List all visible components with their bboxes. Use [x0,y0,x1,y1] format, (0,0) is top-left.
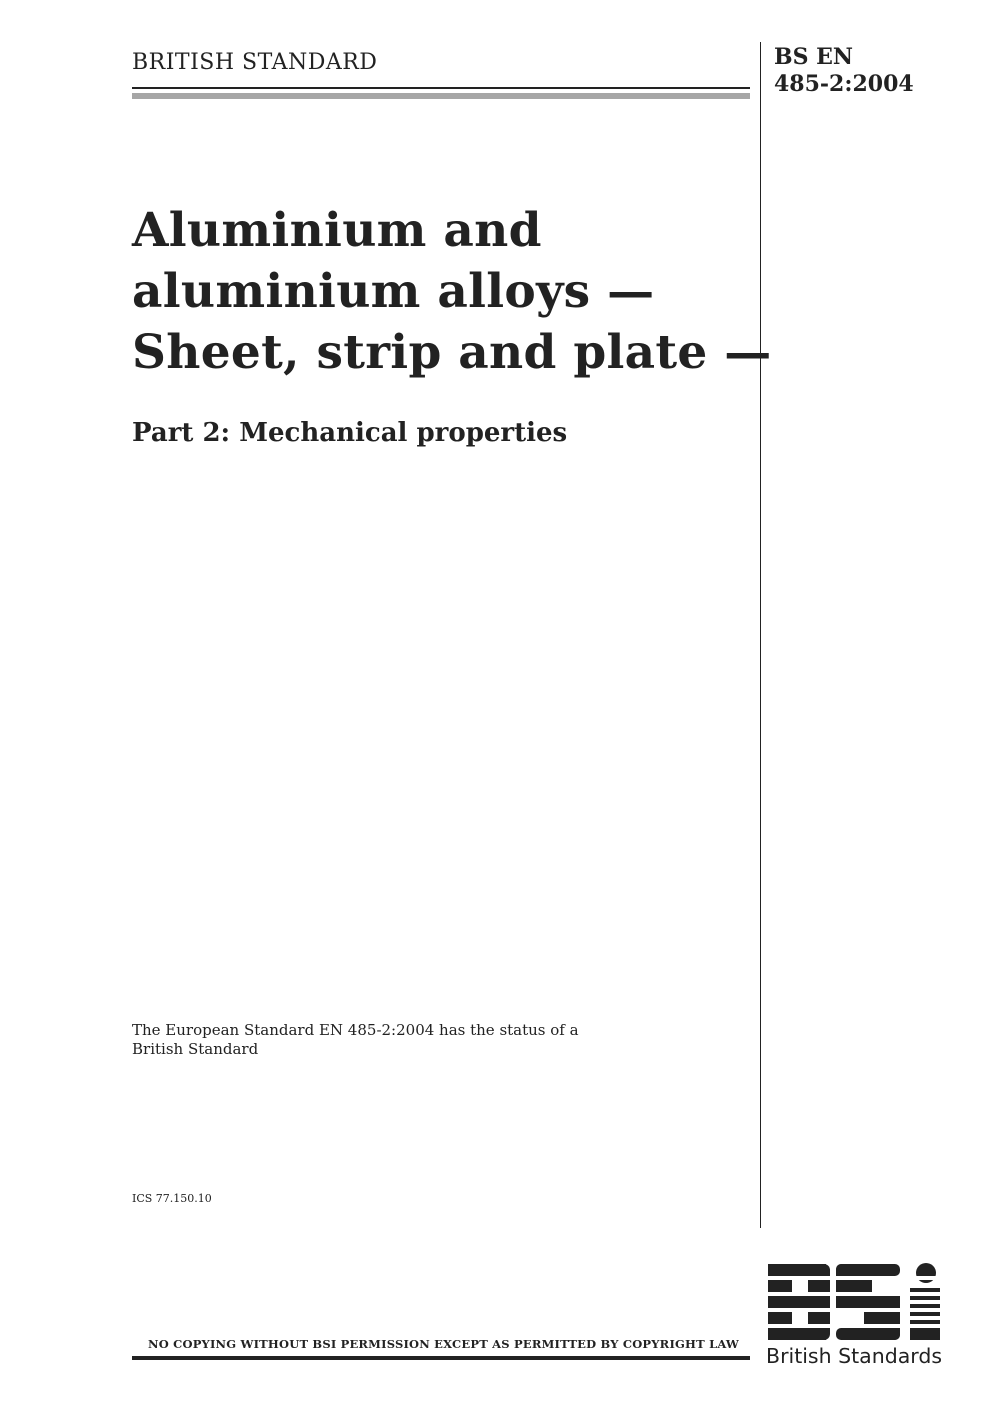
ics-code: ICS 77.150.10 [132,1192,212,1205]
main-title-line3: Sheet, strip and plate — [132,325,772,380]
status-note-line1: The European Standard EN 485-2:2004 has the status of a [132,1021,579,1039]
main-title-line1: Aluminium and [132,203,542,258]
bsi-logo-caption: British Standards [766,1344,943,1368]
document-number-line1: BS EN [774,44,854,70]
main-title [132,200,772,383]
header-rule-thick [132,93,750,99]
header-rule-thin [132,87,750,89]
copyright-notice: NO COPYING WITHOUT BSI PERMISSION EXCEPT AS PERMITTED BY COPYRIGHT LAW [148,1337,740,1351]
main-title-line2: aluminium alloys — [132,264,655,319]
part-title: Part 2: Mechanical properties [132,418,568,448]
series-label: BRITISH STANDARD [132,50,378,75]
document-number-line2: 485-2:2004 [774,71,914,97]
status-note-line2: British Standard [132,1040,259,1058]
status-note [132,1021,579,1059]
document-number [774,44,914,98]
footer-rule [132,1356,750,1360]
